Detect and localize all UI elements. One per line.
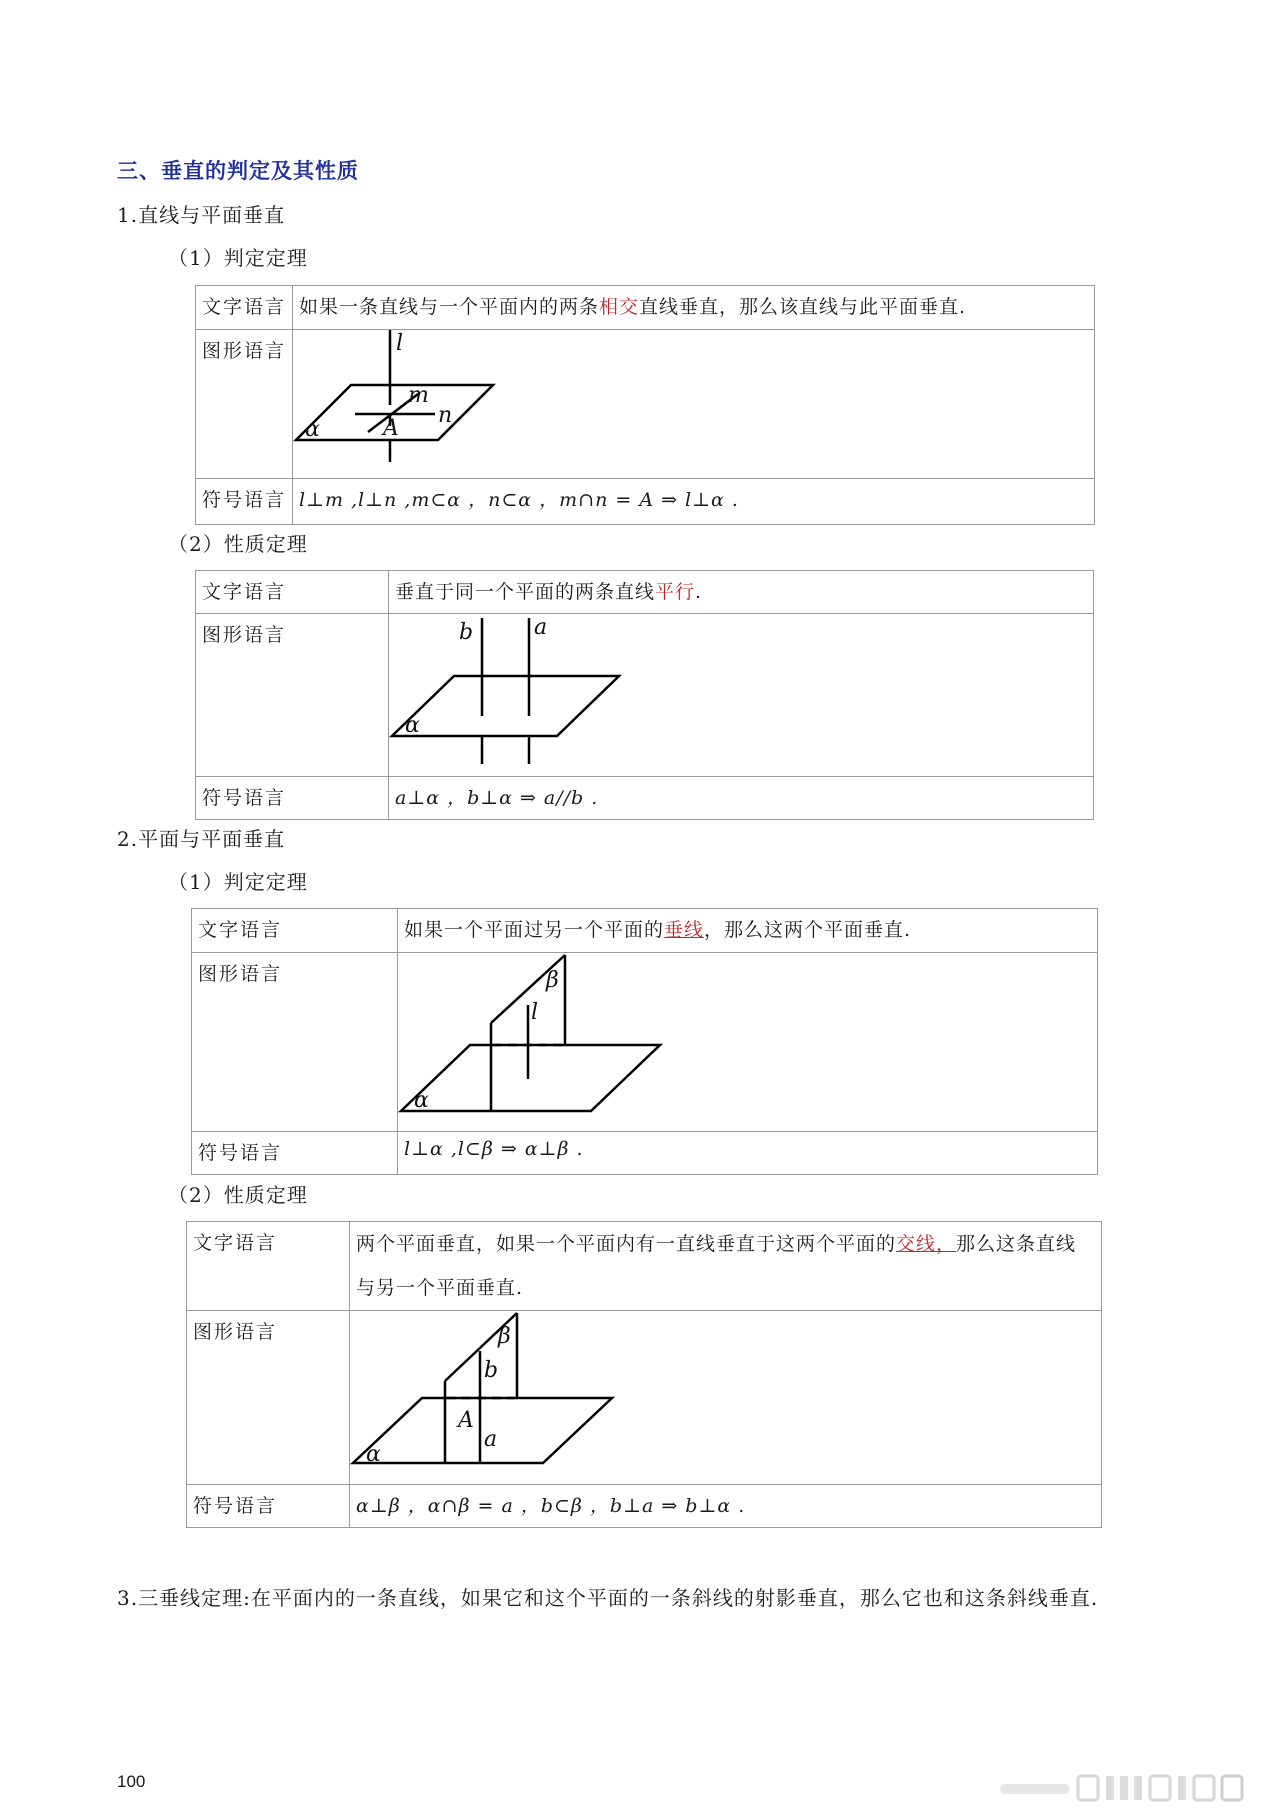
page-number: 100 xyxy=(117,1772,146,1791)
part1-judge-table xyxy=(195,285,1095,525)
svg-text:a: a xyxy=(484,1427,498,1452)
symbol-label: 符号语言 xyxy=(196,479,293,525)
svg-text:β: β xyxy=(498,1324,511,1349)
figure-cell xyxy=(389,614,1094,777)
text-label: 文字语言 xyxy=(187,1222,350,1311)
part3-text: 3.三垂线定理:在平面内的一条直线，如果它和这个平面的一条斜线的射影垂直，那么它也和这条斜线垂直. xyxy=(117,1586,1099,1610)
svg-text:α: α xyxy=(405,713,420,738)
svg-text:α: α xyxy=(305,417,320,442)
watermark-logo xyxy=(1000,1774,1255,1804)
part2-judge-heading: （1）判定定理 xyxy=(168,870,308,894)
text-label: 文字语言 xyxy=(196,286,293,330)
svg-text:a: a xyxy=(534,615,548,640)
symbol-content: a⊥α ，b⊥α ⇒ a//b . xyxy=(389,777,1094,820)
text-label: 文字语言 xyxy=(192,909,398,953)
part1-judge-heading: （1）判定定理 xyxy=(168,246,308,270)
figure-label: 图形语言 xyxy=(196,330,293,479)
svg-text:α: α xyxy=(366,1442,381,1467)
svg-text:l: l xyxy=(531,1000,539,1025)
symbol-label: 符号语言 xyxy=(196,777,389,820)
figure-label: 图形语言 xyxy=(192,953,398,1132)
keyword-highlight: 垂线 xyxy=(664,919,705,941)
symbol-content: l⊥m ,l⊥n ,m⊂α ，n⊂α ，m∩n = A ⇒ l⊥α . xyxy=(293,479,1095,525)
part2-prop-heading: （2）性质定理 xyxy=(168,1183,308,1207)
symbol-label: 符号语言 xyxy=(192,1132,398,1175)
text-content: 两个平面垂直，如果一个平面内有一直线垂直于这两个平面的交线，那么这条直线与另一个平面垂直. xyxy=(350,1222,1102,1311)
figure-cell xyxy=(350,1311,1102,1485)
parallel-lines-figure xyxy=(389,614,629,776)
part2-judge-table xyxy=(191,908,1098,1175)
symbol-content: l⊥α ,l⊂β ⇒ α⊥β . xyxy=(398,1132,1098,1175)
figure-cell xyxy=(293,330,1095,479)
keyword-highlight: 交线， xyxy=(896,1233,957,1255)
text-content: 如果一条直线与一个平面内的两条相交直线垂直，那么该直线与此平面垂直. xyxy=(293,286,1095,330)
svg-text:m: m xyxy=(408,383,429,408)
line-plane-perpendicular-figure xyxy=(293,330,513,478)
svg-text:A: A xyxy=(383,416,399,441)
text-content: 垂直于同一个平面的两条直线平行. xyxy=(389,571,1094,614)
figure-cell xyxy=(398,953,1098,1132)
svg-text:l: l xyxy=(396,331,404,356)
symbol-content: α⊥β ，α∩β = a ，b⊂β ，b⊥a ⇒ b⊥α . xyxy=(350,1485,1102,1528)
keyword-highlight: 平行 xyxy=(655,581,696,603)
part1-prop-table xyxy=(195,570,1094,820)
svg-text:b: b xyxy=(459,620,474,645)
section-title: 三、垂直的判定及其性质 xyxy=(117,158,359,183)
part2-prop-table xyxy=(186,1221,1102,1528)
svg-text:α: α xyxy=(414,1088,429,1113)
svg-text:A: A xyxy=(458,1408,474,1433)
svg-text:β: β xyxy=(546,968,559,993)
part1-heading: 1.直线与平面垂直 xyxy=(117,203,286,227)
figure-label: 图形语言 xyxy=(187,1311,350,1485)
plane-perpendicular-property-figure xyxy=(350,1311,620,1483)
plane-plane-perpendicular-figure xyxy=(398,953,668,1131)
text-content: 如果一个平面过另一个平面的垂线，那么这两个平面垂直. xyxy=(398,909,1098,953)
svg-text:n: n xyxy=(438,403,453,428)
symbol-label: 符号语言 xyxy=(187,1485,350,1528)
svg-text:b: b xyxy=(484,1358,499,1383)
keyword-highlight: 相交 xyxy=(599,296,640,318)
figure-label: 图形语言 xyxy=(196,614,389,777)
text-label: 文字语言 xyxy=(196,571,389,614)
part1-prop-heading: （2）性质定理 xyxy=(168,532,308,556)
part2-heading: 2.平面与平面垂直 xyxy=(117,827,286,851)
